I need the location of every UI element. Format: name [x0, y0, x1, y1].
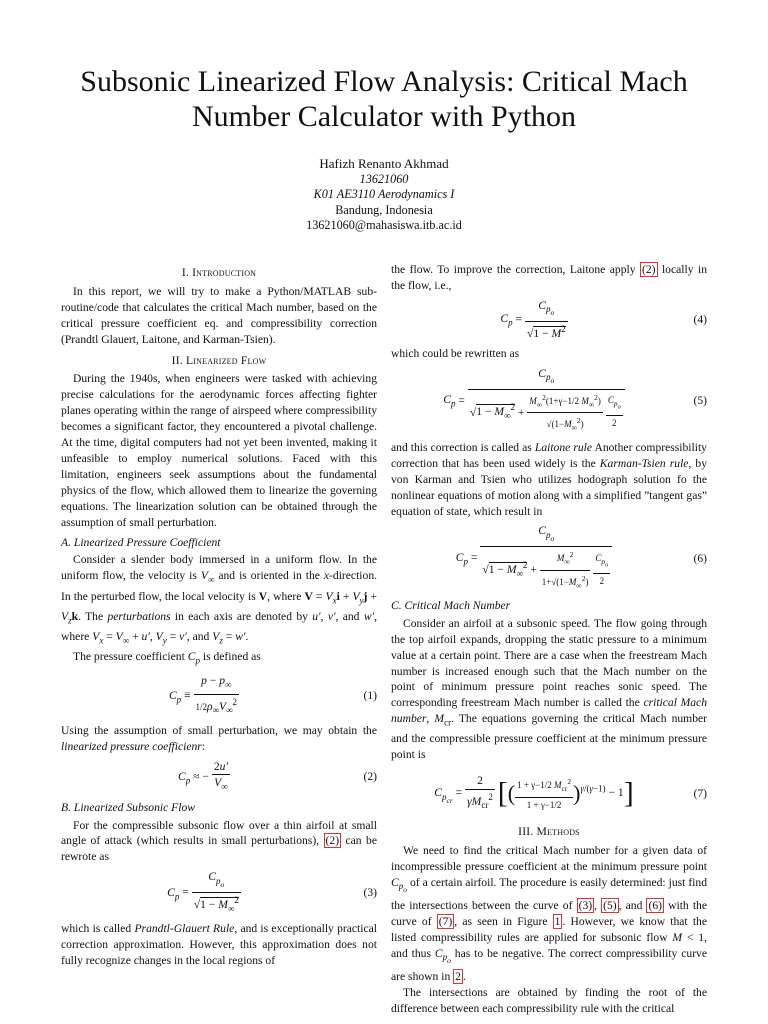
- equation-number: (6): [693, 551, 707, 565]
- author-location: Bandung, Indonesia: [335, 202, 433, 217]
- equation-7: $C_{p_{cr}}$ = $\frac{2}{\gamma M_{cr}^2}$ [( $\frac{1 + \gamma-1/2 M_{cr}^2}{1 + \gamma-1/2}$ )$^{\gamma/(\gamma-1)}$ − 1] (7): [434, 774, 707, 811]
- author-course: K01 AE3110 Aerodynamics I: [313, 187, 455, 201]
- equation-5: $C_p$ = $C_{p_o}$ $√1 - M_\infty^2$ + $\frac{M_\infty^2(1+\gamma-1/2 M_\infty^2)}{√(1-M_\infty^2)}$ $\frac{C_{p_o}}{2}$ (5): [443, 366, 707, 433]
- linearized-paragraph: During the 1940s, when engineers were tasked with achieving precise calculations for the aerodynamic forces affecting fighter planes operating within the range of airspeed where compressibility becomes a significant factor, they encountered a pivotal challenge. At the time, digital computers had not yet been invented, making it unfeasible to employ numerical solutions. Faced with this limitation, engineers seek assumptions about the fundamental physics of the flow, which allowed them to linearize the governing equations. The linearization solution can be obtained through the assumption of small perturbation.: [61, 372, 377, 529]
- subsection-heading-c: C. Critical Mach Number: [391, 598, 511, 612]
- equation-3: $C_p$ = $\frac{C_{p_o}}{√1 - M_\infty^2}$ (3): [167, 870, 377, 914]
- equation-6: $C_p$ = $C_{p_o}$ $√1 - M_\infty^2$ + $\frac{M_\infty^2}{1+√(1-M_\infty^2)}$ $\frac{C_{p_o}}{2}$ (6): [455, 524, 707, 590]
- author-email: 13621060@mahasiswa.itb.ac.id: [306, 218, 462, 232]
- equation-number: (1): [363, 689, 377, 703]
- methods-paragraph-2: The intersections are obtained by finding the root of the difference between each compressibility rule with the critical: [391, 985, 707, 1015]
- subsection-heading-a: A. Linearized Pressure Coefficient: [61, 535, 221, 549]
- subsonic-paragraph: For the compressible subsonic flow over a thin airfoil at small angle of attack (which results in small perturbations), (2) can be rewrote as: [61, 818, 377, 864]
- author-student-id: 13621060: [359, 171, 409, 186]
- rewritten-paragraph: which could be rewritten as: [391, 346, 520, 360]
- equation-1: $C_p$ ≡ $\frac{p - p_\infty}{1/2\rho_\infty V_\infty^2}$ (1): [168, 674, 377, 715]
- section-heading-methods: III. Methods: [518, 825, 580, 839]
- equation-2: $C_p$ ≈ − $\frac{2u'}{V_\infty}$ (2): [178, 759, 377, 792]
- pressure-coefficient-intro: The pressure coefficient $C_p$ is defined as: [73, 650, 261, 666]
- prandtl-glauert-paragraph: which is called Prandtl-Glauert Rule, and is exceptionally practical correction approximation. However, this approximation does not fully recognize changes in the local regions of: [61, 922, 377, 968]
- equation-number: (7): [693, 786, 707, 800]
- small-perturbation-paragraph: Using the assumption of small perturbation, we may obtain the linearized pressure coefficienr:: [61, 723, 377, 753]
- section-heading-linearized-flow: II. Linearized Flow: [171, 353, 267, 367]
- equation-number: (3): [363, 886, 377, 900]
- author-block: [0, 156, 768, 234]
- intro-paragraph: In this report, we will try to make a Python/MATLAB sub-routine/code that calculates the critical Mach number, based on the critical pressure coefficient eq. and compressibility correction (Prandtl Glauert, Laitone, and Karman-Tsien).: [61, 284, 377, 346]
- laitone-intro-paragraph: the flow. To improve the correction, Laitone apply (2) locally in the flow, i.e.,: [391, 263, 707, 292]
- equation-number: (5): [693, 393, 707, 407]
- equation-number: (2): [363, 770, 377, 784]
- critical-mach-paragraph: Consider an airfoil at a subsonic speed. The flow going through the top airfoil expands, dropping the static pressure to a minimum value at a certain point. There are a case when the freestream Mach number is increased enough such that the Mach number on the point of minimum pressure point reaches sonic speed. The corresponding freestream Mach number is called the critical Mach number, $M_{cr}$. The equations governing the critical Mach number and the compressible pressure coefficient at the minimum pressure point is: [391, 616, 708, 762]
- author-name: Hafizh Renanto Akhmad: [319, 156, 449, 171]
- equation-4: $C_p$ = $\frac{C_{p_o}}{√1 - M^2}$ (4): [500, 298, 707, 340]
- section-heading-introduction: I. Introduction: [181, 266, 257, 279]
- left-column: [61, 262, 377, 969]
- perturbation-paragraph: Consider a slender body immersed in a uniform flow. In the uniform flow, the velocity is $V_\infty$ and is oriented in the x-direction. In the perturbed flow, the local velocity is V, where $V = V_xi + V_yj + V_zk$. The perturbations in each axis are denoted by u′, v′, and w′, where $V_x = V_\infty + u'$, $V_y = v'$, and $V_z = w'$.: [61, 553, 378, 646]
- methods-paragraph-1: We need to find the critical Mach number for a given data of incompressible pressure coefficient at the minimum pressure point $C_{p_o}$ of a certain airfoil. The procedure is easily determined: just find the intersections between the curve of (3) , (5) , and (6) with the curve of (7) , as seen in Figure 1 . However, we know that the listed compressibility rules are applied for subsonic flow M < 1, and thus $C_{p_o}$ has to be negative. The correct compressibility curve are shown in 2 .: [391, 844, 708, 983]
- equation-number: (4): [693, 312, 707, 326]
- paper-title: Subsonic Linearized Flow Analysis: Critical Mach Number Calculator with Python: [80, 65, 688, 133]
- right-column: [391, 262, 707, 1016]
- subsection-heading-b: B. Linearized Subsonic Flow: [61, 800, 195, 814]
- laitone-rule-paragraph: and this correction is called as Laitone rule Another compressibility correction that has been used widely is the Karman-Tsien rule, by von Karman and Tsien who utilizes hodograph solution fo the nonlinear equations of motion along with a simplified ”tangent gas” equation of state, which result in: [391, 440, 707, 518]
